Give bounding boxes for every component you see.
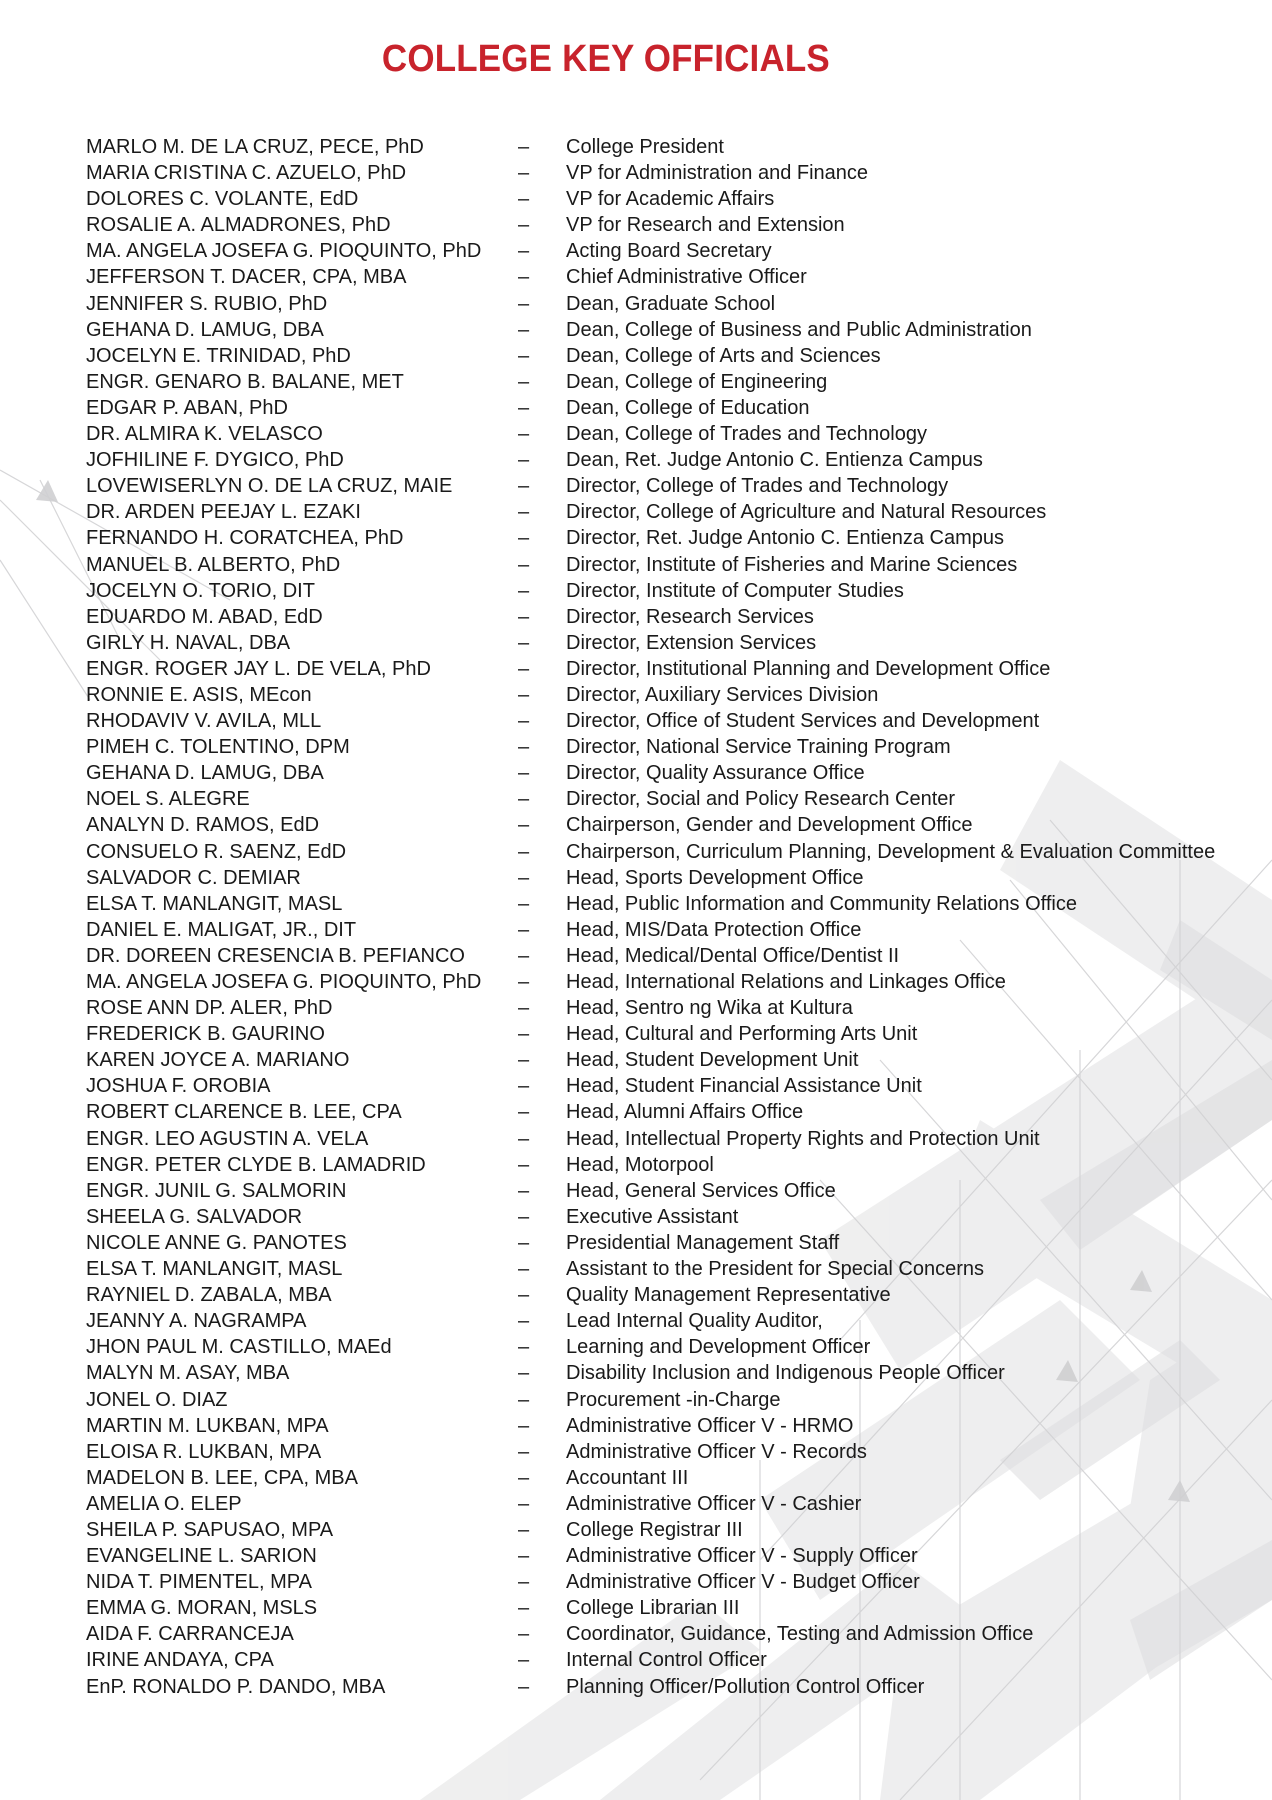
- official-position: Administrative Officer V - Records: [566, 1440, 867, 1463]
- official-position: Director, College of Trades and Technology: [566, 475, 949, 498]
- official-name: EMMA G. MORAN, MSLS: [86, 1597, 318, 1620]
- dash-separator: –: [518, 997, 530, 1020]
- official-name: MA. ANGELA JOSEFA G. PIOQUINTO, PhD: [86, 971, 482, 993]
- official-name: RONNIE E. ASIS, MEcon: [86, 683, 312, 706]
- official-name: ROSALIE A. ALMADRONES, PhD: [86, 214, 391, 237]
- official-row: [0, 1517, 1272, 1543]
- dash-separator: –: [518, 788, 530, 811]
- official-name: DR. ALMIRA K. VELASCO: [86, 423, 323, 446]
- dash-separator: –: [518, 1101, 530, 1124]
- official-name: DR. ARDEN PEEJAY L. EZAKI: [86, 501, 361, 524]
- official-position: Head, Student Financial Assistance Unit: [566, 1075, 922, 1098]
- official-name: EnP. RONALDO P. DANDO, MBA: [86, 1675, 386, 1698]
- official-name: KAREN JOYCE A. MARIANO: [86, 1049, 350, 1072]
- official-row: [0, 630, 1272, 656]
- dash-separator: –: [518, 1336, 530, 1359]
- dash-separator: –: [518, 501, 530, 524]
- official-row: [0, 186, 1272, 212]
- official-position: Dean, Ret. Judge Antonio C. Entienza Campus: [566, 449, 983, 472]
- official-name: MARLO M. DE LA CRUZ, PECE, PhD: [86, 136, 424, 158]
- official-name: GIRLY H. NAVAL, DBA: [86, 631, 291, 654]
- official-row: [0, 291, 1272, 317]
- official-row: [0, 1204, 1272, 1230]
- official-name: ROBERT CLARENCE B. LEE, CPA: [86, 1101, 402, 1124]
- official-position: College Librarian III: [566, 1597, 740, 1620]
- dash-separator: –: [518, 1258, 530, 1281]
- official-position: Director, National Service Training Program: [566, 736, 951, 759]
- official-row: [0, 525, 1272, 551]
- official-position: Procurement -in-Charge: [566, 1388, 781, 1411]
- official-row: [0, 943, 1272, 969]
- dash-separator: –: [518, 710, 530, 733]
- official-name: EDUARDO M. ABAD, EdD: [86, 605, 323, 628]
- official-name: GEHANA D. LAMUG, DBA: [86, 762, 324, 785]
- official-position: Executive Assistant: [566, 1205, 739, 1228]
- official-row: [0, 447, 1272, 473]
- official-position: Director, Ret. Judge Antonio C. Entienza Campus: [566, 527, 1005, 550]
- official-name: EDGAR P. ABAN, PhD: [86, 396, 288, 419]
- official-position: VP for Academic Affairs: [566, 188, 775, 211]
- official-position: Head, Sports Development Office: [566, 866, 864, 889]
- official-row: [0, 343, 1272, 369]
- dash-separator: –: [518, 736, 530, 759]
- official-position: Director, Office of Student Services and Development: [566, 710, 1040, 733]
- official-row: [0, 212, 1272, 238]
- official-position: Dean, College of Engineering: [566, 370, 828, 393]
- dash-separator: –: [518, 1284, 530, 1307]
- dash-separator: –: [518, 1310, 530, 1333]
- official-name: MANUEL B. ALBERTO, PhD: [86, 553, 341, 576]
- official-name: JHON PAUL M. CASTILLO, MAEd: [86, 1336, 392, 1359]
- dash-separator: –: [518, 1597, 530, 1620]
- dash-separator: –: [518, 1049, 530, 1072]
- official-name: ROSE ANN DP. ALER, PhD: [86, 997, 333, 1020]
- dash-separator: –: [518, 866, 530, 889]
- official-name: NIDA T. PIMENTEL, MPA: [86, 1571, 312, 1594]
- official-position: Internal Control Officer: [566, 1649, 767, 1672]
- official-position: Assistant to the President for Special Concerns: [566, 1258, 984, 1281]
- official-position: Head, Public Information and Community Relations Office: [566, 892, 1077, 915]
- official-name: ELSA T. MANLANGIT, MASL: [86, 892, 343, 915]
- official-position: Chairperson, Gender and Development Office: [566, 814, 973, 837]
- official-name: SALVADOR C. DEMIAR: [86, 866, 301, 889]
- dash-separator: –: [518, 579, 530, 602]
- official-row: [0, 1387, 1272, 1413]
- official-name: MARTIN M. LUKBAN, MPA: [86, 1414, 329, 1437]
- official-position: Head, Motorpool: [566, 1153, 714, 1176]
- official-name: DANIEL E. MALIGAT, JR., DIT: [86, 918, 357, 941]
- official-row: [0, 238, 1272, 264]
- official-position: Head, MIS/Data Protection Office: [566, 918, 862, 941]
- dash-separator: –: [518, 1205, 530, 1228]
- official-row: [0, 473, 1272, 499]
- dash-separator: –: [518, 1153, 530, 1176]
- official-position: Disability Inclusion and Indigenous People Officer: [566, 1362, 1005, 1385]
- dash-separator: –: [518, 631, 530, 654]
- official-name: ELOISA R. LUKBAN, MPA: [86, 1440, 322, 1463]
- official-row: [0, 160, 1272, 186]
- official-name: IRINE ANDAYA, CPA: [86, 1649, 274, 1672]
- dash-separator: –: [518, 1518, 530, 1541]
- official-position: Head, General Services Office: [566, 1179, 836, 1202]
- official-name: MALYN M. ASAY, MBA: [86, 1362, 290, 1385]
- official-row: [0, 969, 1272, 995]
- dash-separator: –: [518, 1362, 530, 1385]
- official-name: RAYNIEL D. ZABALA, MBA: [86, 1284, 332, 1307]
- official-row: [0, 499, 1272, 525]
- official-name: ENGR. PETER CLYDE B. LAMADRID: [86, 1153, 426, 1176]
- dash-separator: –: [518, 1466, 530, 1489]
- official-position: Dean, Graduate School: [566, 292, 776, 315]
- official-row: [0, 891, 1272, 917]
- official-row: [0, 1491, 1272, 1517]
- official-name: ENGR. JUNIL G. SALMORIN: [86, 1179, 347, 1202]
- official-name: MADELON B. LEE, CPA, MBA: [86, 1466, 358, 1489]
- official-row: [0, 369, 1272, 395]
- page-title: COLLEGE KEY OFFICIALS: [381, 38, 830, 80]
- official-row: [0, 812, 1272, 838]
- dash-separator: –: [518, 240, 530, 263]
- dash-separator: –: [518, 162, 530, 185]
- official-row: [0, 1047, 1272, 1073]
- dash-separator: –: [518, 605, 530, 628]
- official-position: Dean, College of Trades and Technology: [566, 423, 927, 446]
- official-row: [0, 865, 1272, 891]
- official-position: Head, Cultural and Performing Arts Unit: [566, 1023, 918, 1046]
- official-position: VP for Administration and Finance: [566, 162, 869, 185]
- official-position: Dean, College of Arts and Sciences: [566, 344, 881, 367]
- official-row: [0, 1308, 1272, 1334]
- official-name: ENGR. ROGER JAY L. DE VELA, PhD: [86, 657, 431, 680]
- official-row: [0, 734, 1272, 760]
- official-position: Learning and Development Officer: [566, 1336, 871, 1359]
- dash-separator: –: [518, 1414, 530, 1437]
- official-position: Lead Internal Quality Auditor,: [566, 1310, 823, 1333]
- dash-separator: –: [518, 396, 530, 419]
- official-name: NICOLE ANNE G. PANOTES: [86, 1231, 347, 1254]
- official-position: Head, Medical/Dental Office/Dentist II: [566, 944, 900, 967]
- official-name: SHEILA P. SAPUSAO, MPA: [86, 1518, 334, 1541]
- dash-separator: –: [518, 1545, 530, 1568]
- official-name: LOVEWISERLYN O. DE LA CRUZ, MAIE: [86, 475, 453, 498]
- official-row: [0, 421, 1272, 447]
- official-row: [0, 1360, 1272, 1386]
- dash-separator: –: [518, 423, 530, 446]
- dash-separator: –: [518, 475, 530, 498]
- official-position: Director, Institutional Planning and Development Office: [566, 657, 1051, 680]
- official-row: [0, 1543, 1272, 1569]
- official-row: [0, 578, 1272, 604]
- officials-list: [0, 134, 1272, 1700]
- dash-separator: –: [518, 449, 530, 472]
- official-row: [0, 1647, 1272, 1673]
- official-position: Accountant III: [566, 1466, 689, 1489]
- official-position: College Registrar III: [566, 1518, 743, 1541]
- official-name: JOCELYN E. TRINIDAD, PhD: [86, 344, 351, 367]
- official-name: MARIA CRISTINA C. AZUELO, PhD: [86, 162, 407, 185]
- official-row: [0, 1595, 1272, 1621]
- official-name: FERNANDO H. CORATCHEA, PhD: [86, 527, 404, 550]
- dash-separator: –: [518, 370, 530, 393]
- dash-separator: –: [518, 1075, 530, 1098]
- official-position: Director, Institute of Fisheries and Marine Sciences: [566, 553, 1018, 576]
- official-position: Director, Extension Services: [566, 631, 817, 654]
- official-position: Administrative Officer V - Budget Officer: [566, 1571, 920, 1594]
- official-row: [0, 604, 1272, 630]
- dash-separator: –: [518, 1231, 530, 1254]
- official-row: [0, 552, 1272, 578]
- official-row: [0, 1073, 1272, 1099]
- official-name: JEANNY A. NAGRAMPA: [86, 1310, 307, 1333]
- dash-separator: –: [518, 918, 530, 941]
- official-position: Director, College of Agriculture and Natural Resources: [566, 501, 1047, 524]
- official-row: [0, 656, 1272, 682]
- official-position: Quality Management Representative: [566, 1284, 891, 1307]
- dash-separator: –: [518, 683, 530, 706]
- official-row: [0, 1021, 1272, 1047]
- official-name: EVANGELINE L. SARION: [86, 1545, 317, 1568]
- official-name: RHODAVIV V. AVILA, MLL: [86, 710, 322, 733]
- official-name: SHEELA G. SALVADOR: [86, 1205, 303, 1228]
- official-row: [0, 786, 1272, 812]
- official-name: JENNIFER S. RUBIO, PhD: [86, 292, 328, 315]
- official-name: GEHANA D. LAMUG, DBA: [86, 318, 324, 341]
- official-row: [0, 1334, 1272, 1360]
- official-row: [0, 1439, 1272, 1465]
- official-position: Dean, College of Education: [566, 396, 810, 419]
- official-position: Director, Institute of Computer Studies: [566, 579, 904, 602]
- official-position: Administrative Officer V - HRMO: [566, 1414, 854, 1437]
- dash-separator: –: [518, 344, 530, 367]
- dash-separator: –: [518, 1649, 530, 1672]
- official-name: ANALYN D. RAMOS, EdD: [86, 814, 320, 837]
- dash-separator: –: [518, 1440, 530, 1463]
- official-position: Head, International Relations and Linkages Office: [566, 971, 1006, 993]
- official-row: [0, 708, 1272, 734]
- dash-separator: –: [518, 1675, 530, 1698]
- dash-separator: –: [518, 1571, 530, 1594]
- official-row: [0, 1282, 1272, 1308]
- official-row: [0, 1256, 1272, 1282]
- official-position: Coordinator, Guidance, Testing and Admission Office: [566, 1623, 1034, 1646]
- official-name: JONEL O. DIAZ: [86, 1388, 228, 1411]
- dash-separator: –: [518, 1127, 530, 1150]
- official-row: [0, 1465, 1272, 1491]
- official-position: VP for Research and Extension: [566, 214, 845, 237]
- official-name: ENGR. GENARO B. BALANE, MET: [86, 370, 404, 393]
- official-position: Director, Research Services: [566, 605, 814, 628]
- official-name: NOEL S. ALEGRE: [86, 788, 250, 811]
- official-position: Head, Sentro ng Wika at Kultura: [566, 997, 853, 1020]
- dash-separator: –: [518, 553, 530, 576]
- official-row: [0, 995, 1272, 1021]
- dash-separator: –: [518, 527, 530, 550]
- official-row: [0, 264, 1272, 290]
- official-row: [0, 917, 1272, 943]
- official-row: [0, 1099, 1272, 1125]
- official-position: Chairperson, Curriculum Planning, Development & Evaluation Committee: [566, 840, 1216, 863]
- official-row: [0, 1413, 1272, 1439]
- official-row: [0, 395, 1272, 421]
- official-row: [0, 134, 1272, 160]
- official-name: JOSHUA F. OROBIA: [86, 1075, 271, 1098]
- official-position: Chief Administrative Officer: [566, 266, 807, 289]
- official-name: JOFHILINE F. DYGICO, PhD: [86, 449, 344, 472]
- official-position: Head, Intellectual Property Rights and Protection Unit: [566, 1127, 1040, 1150]
- dash-separator: –: [518, 292, 530, 315]
- official-row: [0, 682, 1272, 708]
- official-position: Director, Social and Policy Research Center: [566, 788, 956, 811]
- official-row: [0, 1152, 1272, 1178]
- dash-separator: –: [518, 1179, 530, 1202]
- official-row: [0, 1569, 1272, 1595]
- official-position: Presidential Management Staff: [566, 1231, 840, 1254]
- official-position: Head, Alumni Affairs Office: [566, 1101, 804, 1124]
- official-row: [0, 1126, 1272, 1152]
- dash-separator: –: [518, 762, 530, 785]
- dash-separator: –: [518, 1388, 530, 1411]
- dash-separator: –: [518, 971, 530, 993]
- official-position: Planning Officer/Pollution Control Officer: [566, 1675, 925, 1698]
- official-row: [0, 839, 1272, 865]
- official-row: [0, 1674, 1272, 1700]
- dash-separator: –: [518, 840, 530, 863]
- official-name: AIDA F. CARRANCEJA: [86, 1623, 294, 1646]
- dash-separator: –: [518, 214, 530, 237]
- official-row: [0, 1178, 1272, 1204]
- dash-separator: –: [518, 657, 530, 680]
- official-position: Administrative Officer V - Cashier: [566, 1492, 862, 1515]
- dash-separator: –: [518, 1492, 530, 1515]
- official-position: Head, Student Development Unit: [566, 1049, 859, 1072]
- official-name: FREDERICK B. GAURINO: [86, 1023, 325, 1046]
- official-row: [0, 1621, 1272, 1647]
- dash-separator: –: [518, 188, 530, 211]
- official-name: AMELIA O. ELEP: [86, 1492, 242, 1515]
- dash-separator: –: [518, 1623, 530, 1646]
- official-name: JEFFERSON T. DACER, CPA, MBA: [86, 266, 407, 289]
- official-name: PIMEH C. TOLENTINO, DPM: [86, 736, 350, 759]
- official-row: [0, 1230, 1272, 1256]
- official-row: [0, 317, 1272, 343]
- dash-separator: –: [518, 814, 530, 837]
- official-name: MA. ANGELA JOSEFA G. PIOQUINTO, PhD: [86, 240, 482, 263]
- official-position: College President: [566, 136, 724, 158]
- official-position: Dean, College of Business and Public Administration: [566, 318, 1032, 341]
- official-name: DR. DOREEN CRESENCIA B. PEFIANCO: [86, 944, 465, 967]
- dash-separator: –: [518, 944, 530, 967]
- dash-separator: –: [518, 892, 530, 915]
- dash-separator: –: [518, 136, 530, 158]
- official-position: Acting Board Secretary: [566, 240, 772, 263]
- official-name: DOLORES C. VOLANTE, EdD: [86, 188, 359, 211]
- dash-separator: –: [518, 1023, 530, 1046]
- official-position: Administrative Officer V - Supply Officer: [566, 1545, 918, 1568]
- official-name: ELSA T. MANLANGIT, MASL: [86, 1258, 343, 1281]
- official-position: Director, Quality Assurance Office: [566, 762, 865, 785]
- official-name: JOCELYN O. TORIO, DIT: [86, 579, 315, 602]
- dash-separator: –: [518, 318, 530, 341]
- dash-separator: –: [518, 266, 530, 289]
- official-position: Director, Auxiliary Services Division: [566, 683, 879, 706]
- official-row: [0, 760, 1272, 786]
- official-name: CONSUELO R. SAENZ, EdD: [86, 840, 347, 863]
- official-name: ENGR. LEO AGUSTIN A. VELA: [86, 1127, 369, 1150]
